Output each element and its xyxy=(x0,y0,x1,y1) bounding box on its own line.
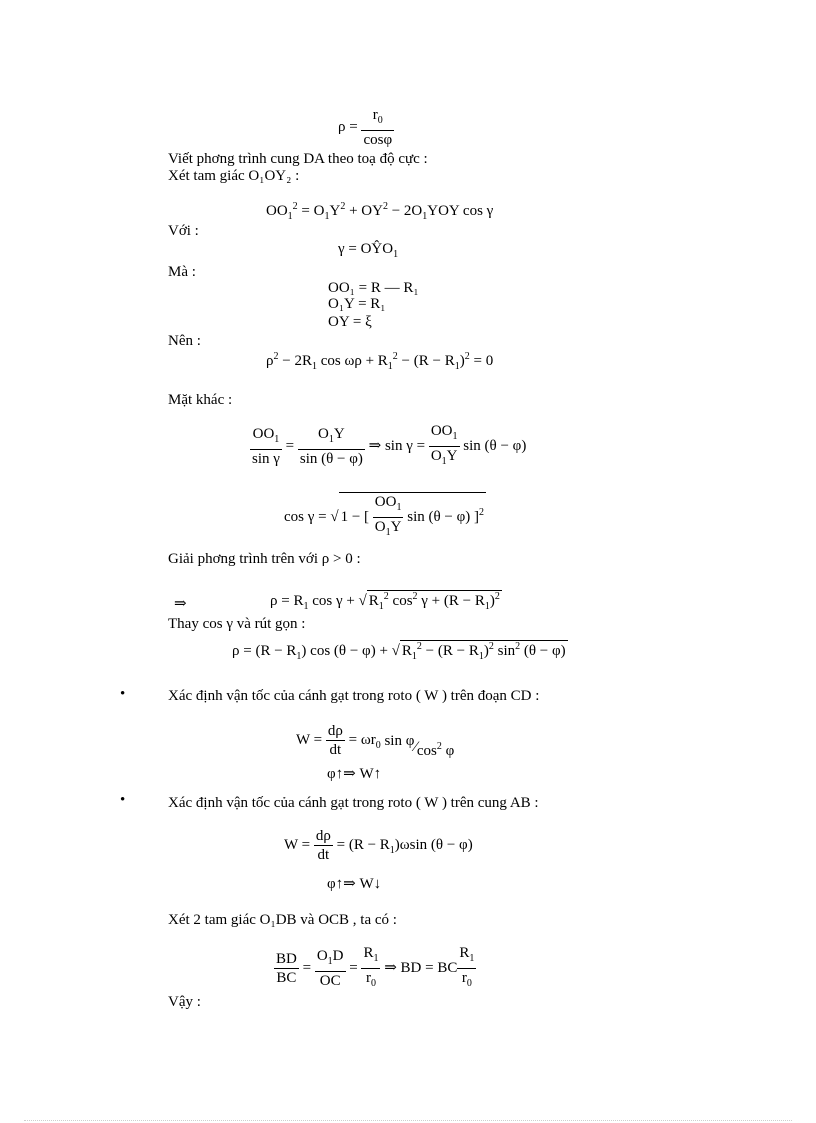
text-oo1: OO₁ = R — R₁ xyxy=(328,280,419,296)
equation-law-of-cosines: $OO_1^2 = O_1Y^2 + OY^2 - 2O_1YOY$ cos γ xyxy=(266,201,494,222)
equation-bd: $\frac{BD}{BC}$ = $\frac{O_1D}{OC}$ = $\frac{R_1}{r_0}$ ⇒ BD = BC $\frac{R_1}{r_0}$ xyxy=(276,945,475,989)
text-hence: Nên : xyxy=(168,333,201,349)
text-bullet-cd: Xác định vận tốc của cánh gạt trong roto ( W ) trên đoạn CD : xyxy=(168,688,540,704)
text-write-equation: Viết phơng trình cung DA theo toạ độ cực : xyxy=(168,151,428,167)
bullet-marker: • xyxy=(120,686,126,702)
text-o1y: O₁Y = R₁ xyxy=(328,296,386,312)
text-with: Với : xyxy=(168,223,199,239)
text-but: Mà : xyxy=(168,264,196,280)
equation-quadratic: $\rho^2 - 2R_1$ $\cos \omega\rho + R_1^2 - (R - R_1)^2 = 0$ xyxy=(266,351,494,372)
text-oy: OY = ξ xyxy=(328,314,372,330)
text-consider-triangle: Xét tam giác O₁OY₂ : xyxy=(168,168,300,184)
equation-rho-final: $\rho = (R - R_1)$ cos (θ − φ) + √ $R_1^2 - (R - R_1)^2$ $\sin^2 (\theta - \varphi)$ xyxy=(232,641,566,662)
text-bullet-ab: Xác định vận tốc của cánh gạt trong roto ( W ) trên cung AB : xyxy=(168,795,539,811)
equation-w-ab: W = $\frac{d\rho}{dt}$ = $(R - R_1)\omega\sin$ (θ − φ) xyxy=(284,828,473,863)
bullet-marker: • xyxy=(120,792,126,808)
equation-w-cd: W = $\frac{d\rho}{dt}$ = $\omega r_0$ $\sin \varphi⁄\cos^2$ φ xyxy=(296,723,455,759)
equation-rho: ρ = $\frac{r_0}{\cos\varphi}$ xyxy=(338,107,393,148)
text-substitute: Thay cos γ và rút gọn : xyxy=(168,616,306,632)
equation-w-ab-trend: φ↑⇒ W↓ xyxy=(327,876,382,892)
implies-symbol: ⇒ xyxy=(174,596,187,612)
equation-gamma: $\gamma = OŶO_1$ xyxy=(338,241,399,260)
text-consider-two-triangles: Xét 2 tam giác O₁DB và OCB , ta có : xyxy=(168,912,397,928)
equation-sine-rule: $\frac{OO_1}{\text{sin γ}}$ = $\frac{O_1Y}{\sin (\theta - \varphi)}$ ⇒ sin γ = $\frac{OO_1}{O_1Y}$ sin (θ − φ) xyxy=(252,423,527,467)
page-bottom-divider xyxy=(24,1120,792,1121)
text-solve: Giải phơng trình trên với ρ > 0 : xyxy=(168,551,361,567)
equation-w-cd-trend: φ↑⇒ W↑ xyxy=(327,766,382,782)
equation-rho-solution: $\rho = R_1$ cos γ + √ $R_1^2$ $\cos^2 \gamma + (R - R_1)^2$ xyxy=(270,591,500,612)
text-thus: Vậy : xyxy=(168,994,201,1010)
text-other-hand: Mặt khác : xyxy=(168,392,233,408)
equation-cos-gamma: cos γ = √ 1 − [ $\frac{OO_1}{O_1Y}$ sin (θ − φ) ]$^2$ xyxy=(284,492,486,542)
